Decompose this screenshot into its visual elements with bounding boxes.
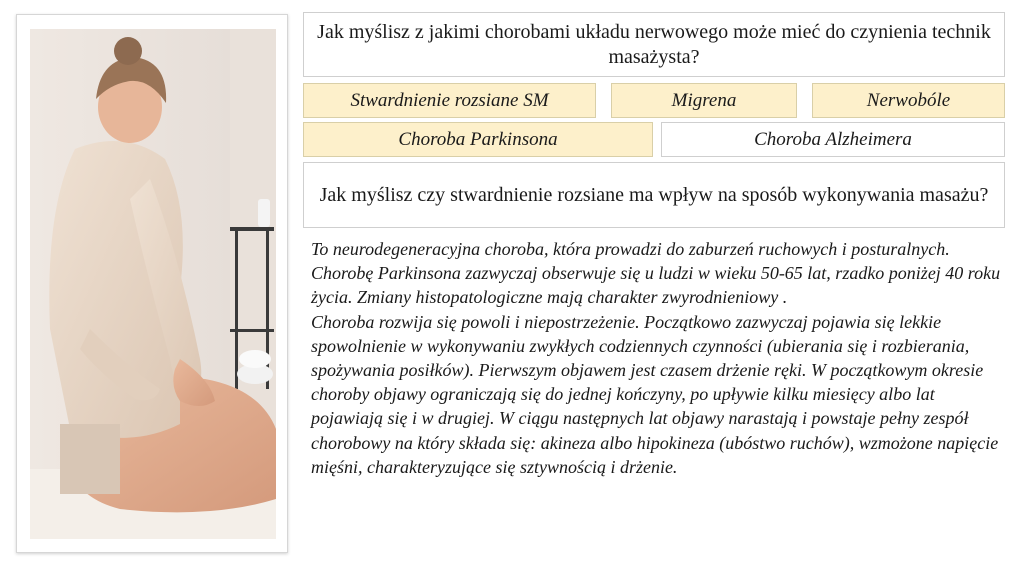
answer-stwardnienie-rozsiane[interactable]: Stwardnienie rozsiane SM bbox=[303, 83, 596, 118]
answer-choroba-parkinsona[interactable]: Choroba Parkinsona bbox=[303, 122, 653, 157]
answer-choroba-alzheimera[interactable]: Choroba Alzheimera bbox=[661, 122, 1005, 157]
question-1: Jak myślisz z jakimi chorobami układu nerwowego może mieć do czynienia technik masażysta? bbox=[303, 12, 1005, 77]
answer-migrena[interactable]: Migrena bbox=[611, 83, 797, 118]
paragraph-1: To neurodegeneracyjna choroba, która prowadzi do zaburzeń ruchowych i posturalnych. Chorobę Parkinsona zazwyczaj obserwuje się u ludzi w wieku 50-65 lat, rzadko poniżej 40 roku życia. Zmiany histopatologiczne mają charakter zwyrodnieniowy . bbox=[311, 239, 1001, 308]
parkinson-description bbox=[311, 237, 1006, 479]
paragraph-2: Choroba rozwija się powoli i niepostrzeżenie. Początkowo zazwyczaj pojawia się lekkie spowolnienie w wykonywaniu zwykłych codziennych czynności (ubierania się i rozbierania, spożywania posiłków). Pierwszym objawem jest czasem drżenie ręki. W początkowym okresie choroby objawy ograniczają się do jednej kończyny, po upływie kilku miesięcy albo lat pojawiają się i w drugiej. W ciągu następnych lat objawy narastają i powstaje pełny zespół chorobowy na który składa się: akineza albo hipokineza (ubóstwo ruchów), wzmożone napięcie mięśni, charakteryzujące się sztywnością i drżenie. bbox=[311, 311, 999, 477]
question-2: Jak myślisz czy stwardnienie rozsiane ma wpływ na sposób wykonywania masażu? bbox=[303, 162, 1005, 228]
massage-photo bbox=[30, 29, 276, 539]
answer-nerwobole[interactable]: Nerwobóle bbox=[812, 83, 1005, 118]
massage-photo-frame bbox=[16, 14, 288, 553]
